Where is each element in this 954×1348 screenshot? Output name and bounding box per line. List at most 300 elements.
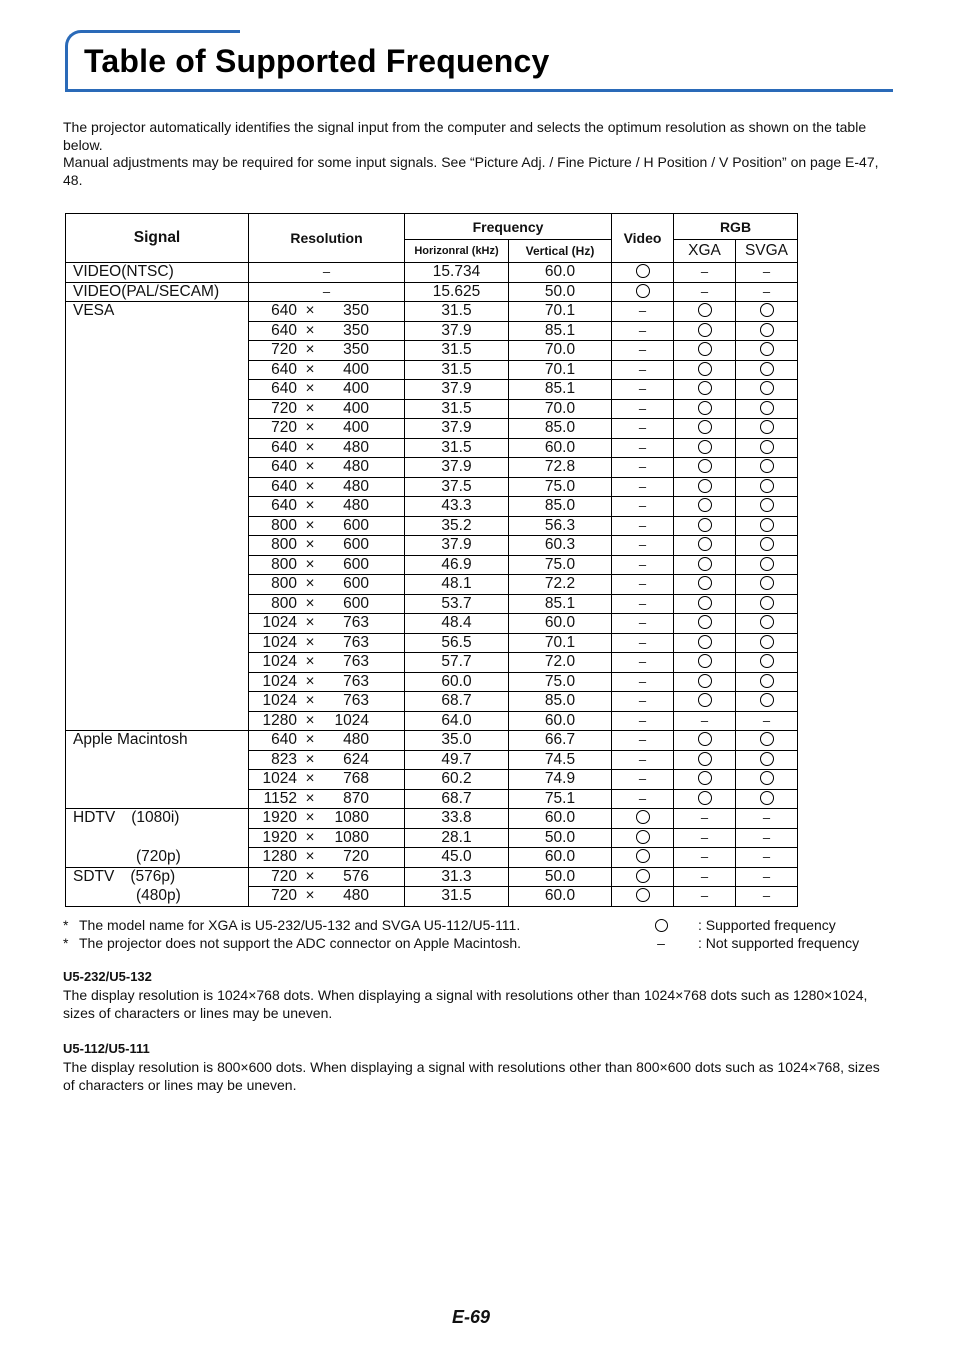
supported-circle-icon [698, 791, 712, 805]
horizontal-frequency: 37.9 [405, 321, 509, 341]
header-signal: Signal [66, 214, 249, 263]
table-row [66, 672, 798, 692]
vertical-frequency: 60.0 [509, 614, 612, 634]
signal-cell [66, 419, 249, 439]
frequency-table [65, 213, 798, 907]
signal-cell [66, 653, 249, 673]
vertical-frequency: 56.3 [509, 516, 612, 536]
not-supported-dash: – [700, 283, 709, 299]
resolution-cell [249, 477, 405, 497]
svga-support [736, 477, 798, 497]
resolution-height: 763 [343, 614, 369, 632]
times-symbol: × [305, 497, 315, 515]
not-supported-dash: – [700, 868, 709, 884]
video-support [612, 594, 674, 614]
not-supported-dash: – [638, 556, 647, 572]
supported-circle-icon [760, 557, 774, 571]
not-supported-dash: – [638, 595, 647, 611]
resolution-cell [249, 887, 405, 907]
supported-circle-icon [760, 362, 774, 376]
svga-support [736, 458, 798, 478]
supported-circle-icon [760, 381, 774, 395]
video-support [612, 341, 674, 361]
vertical-frequency: 70.1 [509, 360, 612, 380]
supported-circle-icon [698, 459, 712, 473]
times-symbol: × [305, 828, 315, 846]
header-vertical: Vertical (Hz) [509, 240, 612, 263]
supported-circle-icon [760, 576, 774, 590]
signal-cell [66, 302, 249, 322]
supported-circle-icon [636, 849, 650, 863]
resolution-cell [249, 360, 405, 380]
resolution-cell [249, 692, 405, 712]
resolution-width: 640 [271, 458, 297, 476]
supported-circle-icon [698, 635, 712, 649]
video-support [612, 438, 674, 458]
resolution-height: 400 [343, 360, 369, 378]
table-row [66, 848, 798, 868]
vertical-frequency: 60.0 [509, 438, 612, 458]
xga-support [674, 692, 736, 712]
legend-circle-icon [653, 916, 669, 934]
svga-support [736, 711, 798, 731]
resolution-height: 480 [343, 438, 369, 456]
model-section-svga [63, 1040, 895, 1094]
horizontal-frequency: 49.7 [405, 750, 509, 770]
not-supported-dash: – [638, 322, 647, 338]
resolution-width: 720 [271, 887, 297, 905]
resolution-height: 1024 [334, 711, 369, 729]
video-support [612, 653, 674, 673]
resolution-width: 720 [271, 867, 297, 885]
table-row [66, 399, 798, 419]
supported-circle-icon [760, 459, 774, 473]
svga-support [736, 438, 798, 458]
signal-cell [66, 750, 249, 770]
svga-support [736, 497, 798, 517]
xga-support [674, 848, 736, 868]
video-support [612, 263, 674, 283]
times-symbol: × [305, 555, 315, 573]
times-symbol: × [305, 692, 315, 710]
resolution-width: 720 [271, 341, 297, 359]
table-row [66, 458, 798, 478]
table-row [66, 555, 798, 575]
signal-cell [66, 848, 249, 868]
model-heading: U5-112/U5-111 [63, 1041, 150, 1056]
table-row [66, 302, 798, 322]
resolution-height: 720 [343, 848, 369, 866]
supported-circle-icon [760, 693, 774, 707]
horizontal-frequency: 37.9 [405, 536, 509, 556]
times-symbol: × [305, 360, 315, 378]
horizontal-frequency: 45.0 [405, 848, 509, 868]
horizontal-frequency: 48.1 [405, 575, 509, 595]
not-supported-dash: – [638, 732, 647, 748]
vertical-frequency: 85.1 [509, 321, 612, 341]
supported-circle-icon [698, 654, 712, 668]
vertical-frequency: 70.1 [509, 302, 612, 322]
video-support [612, 809, 674, 829]
horizontal-frequency: 15.734 [405, 263, 509, 283]
not-supported-dash: – [638, 361, 647, 377]
supported-circle-icon [760, 752, 774, 766]
horizontal-frequency: 68.7 [405, 789, 509, 809]
video-support [612, 282, 674, 302]
vertical-frequency: 70.0 [509, 341, 612, 361]
horizontal-frequency: 60.2 [405, 770, 509, 790]
vertical-frequency: 85.0 [509, 497, 612, 517]
xga-support [674, 653, 736, 673]
xga-support [674, 360, 736, 380]
resolution-width: 640 [271, 321, 297, 339]
video-support [612, 575, 674, 595]
header-svga: SVGA [736, 240, 798, 263]
resolution-height: 763 [343, 692, 369, 710]
supported-circle-icon [698, 479, 712, 493]
supported-circle-icon [698, 420, 712, 434]
resolution-width: 1920 [262, 828, 297, 846]
resolution-cell [249, 341, 405, 361]
resolution-width: 1024 [262, 633, 297, 651]
supported-circle-icon [698, 732, 712, 746]
vertical-frequency: 75.1 [509, 789, 612, 809]
supported-circle-icon [760, 732, 774, 746]
note-model-names: The model name for XGA is U5-232/U5-132 and SVGA U5-112/U5-111. [79, 917, 521, 933]
supported-circle-icon [698, 518, 712, 532]
not-supported-dash: – [762, 888, 771, 904]
not-supported-dash: – [638, 693, 647, 709]
video-support [612, 731, 674, 751]
resolution-width: 1152 [263, 789, 297, 807]
not-supported-dash: – [762, 829, 771, 845]
resolution-cell [249, 633, 405, 653]
horizontal-frequency: 15.625 [405, 282, 509, 302]
xga-support [674, 555, 736, 575]
supported-circle-icon [636, 888, 650, 902]
header-xga: XGA [674, 240, 736, 263]
table-row [66, 438, 798, 458]
resolution-height: 600 [343, 516, 369, 534]
table-row [66, 516, 798, 536]
vertical-frequency: 60.0 [509, 809, 612, 829]
horizontal-frequency: 48.4 [405, 614, 509, 634]
times-symbol: × [305, 848, 315, 866]
horizontal-frequency: 46.9 [405, 555, 509, 575]
horizontal-frequency: 68.7 [405, 692, 509, 712]
horizontal-frequency: 35.0 [405, 731, 509, 751]
svga-support [736, 341, 798, 361]
table-row [66, 653, 798, 673]
signal-cell [66, 711, 249, 731]
not-supported-dash: – [762, 264, 771, 280]
horizontal-frequency: 37.9 [405, 419, 509, 439]
times-symbol: × [305, 516, 315, 534]
xga-support [674, 380, 736, 400]
xga-support [674, 828, 736, 848]
times-symbol: × [305, 887, 315, 905]
xga-support [674, 750, 736, 770]
horizontal-frequency: 28.1 [405, 828, 509, 848]
table-row [66, 633, 798, 653]
svga-support [736, 360, 798, 380]
resolution-height: 350 [343, 341, 369, 359]
resolution-cell [249, 867, 405, 887]
signal-format: (1080i) [131, 809, 180, 826]
xga-support [674, 809, 736, 829]
times-symbol: × [305, 653, 315, 671]
svga-support [736, 536, 798, 556]
horizontal-frequency: 37.9 [405, 458, 509, 478]
xga-support [674, 263, 736, 283]
horizontal-frequency: 60.0 [405, 672, 509, 692]
resolution-height: 600 [343, 594, 369, 612]
supported-circle-icon [760, 323, 774, 337]
svga-support [736, 555, 798, 575]
vertical-frequency: 50.0 [509, 867, 612, 887]
svga-support [736, 887, 798, 907]
xga-support [674, 614, 736, 634]
svga-support [736, 575, 798, 595]
resolution-height: 768 [343, 770, 369, 788]
not-supported-dash: – [638, 303, 647, 319]
not-supported-dash: – [638, 615, 647, 631]
vertical-frequency: 60.0 [509, 887, 612, 907]
svga-support [736, 321, 798, 341]
not-supported-dash: – [638, 537, 647, 553]
supported-circle-icon [760, 791, 774, 805]
signal-cell [66, 867, 249, 887]
horizontal-frequency: 43.3 [405, 497, 509, 517]
svga-support [736, 750, 798, 770]
times-symbol: × [305, 458, 315, 476]
video-support [612, 750, 674, 770]
not-supported-dash: – [762, 849, 771, 865]
table-row [66, 809, 798, 829]
svga-support [736, 263, 798, 283]
table-row [66, 594, 798, 614]
supported-circle-icon [760, 303, 774, 317]
notes [63, 916, 903, 952]
header-video: Video [612, 214, 674, 263]
resolution-height: 480 [343, 497, 369, 515]
video-support [612, 770, 674, 790]
resolution-cell [249, 848, 405, 868]
vertical-frequency: 75.0 [509, 672, 612, 692]
xga-support [674, 887, 736, 907]
table-row [66, 789, 798, 809]
vertical-frequency: 72.2 [509, 575, 612, 595]
svga-support [736, 789, 798, 809]
times-symbol: × [305, 770, 315, 788]
supported-circle-icon [698, 362, 712, 376]
supported-circle-icon [698, 615, 712, 629]
supported-circle-icon [760, 440, 774, 454]
table-row [66, 419, 798, 439]
horizontal-frequency: 64.0 [405, 711, 509, 731]
resolution-cell [249, 536, 405, 556]
vertical-frequency: 60.0 [509, 848, 612, 868]
vertical-frequency: 85.0 [509, 692, 612, 712]
resolution-height: 576 [343, 867, 369, 885]
supported-circle-icon [698, 440, 712, 454]
resolution-height: 350 [343, 302, 369, 320]
supported-circle-icon [636, 284, 650, 298]
note-asterisk: * [63, 935, 69, 951]
horizontal-frequency: 31.5 [405, 438, 509, 458]
resolution-width: 800 [271, 516, 297, 534]
signal-cell [66, 263, 249, 283]
legend-not-supported: : Not supported frequency [698, 935, 860, 951]
supported-circle-icon [760, 420, 774, 434]
horizontal-frequency: 31.5 [405, 302, 509, 322]
times-symbol: × [305, 536, 315, 554]
horizontal-frequency: 33.8 [405, 809, 509, 829]
times-symbol: × [305, 341, 315, 359]
not-supported-dash: – [762, 283, 771, 299]
signal-cell [66, 633, 249, 653]
xga-support [674, 731, 736, 751]
resolution-width: 800 [271, 555, 297, 573]
signal-cell [66, 692, 249, 712]
xga-support [674, 302, 736, 322]
signal-name: VIDEO(PAL/SECAM) [73, 282, 220, 300]
header-frequency: Frequency [405, 214, 612, 240]
xga-support [674, 282, 736, 302]
video-support [612, 477, 674, 497]
supported-circle-icon [698, 381, 712, 395]
table-row [66, 380, 798, 400]
svga-support [736, 399, 798, 419]
horizontal-frequency: 56.5 [405, 633, 509, 653]
resolution-height: 480 [343, 458, 369, 476]
times-symbol: × [305, 711, 315, 729]
supported-circle-icon [760, 596, 774, 610]
times-symbol: × [305, 867, 315, 885]
signal-cell [66, 536, 249, 556]
xga-support [674, 497, 736, 517]
vertical-frequency: 85.1 [509, 380, 612, 400]
resolution-cell [249, 321, 405, 341]
not-supported-dash: – [638, 654, 647, 670]
video-support [612, 516, 674, 536]
resolution-cell [249, 419, 405, 439]
times-symbol: × [305, 438, 315, 456]
resolution-cell [249, 809, 405, 829]
vertical-frequency: 75.0 [509, 555, 612, 575]
table-row [66, 536, 798, 556]
times-symbol: × [305, 750, 315, 768]
resolution-height: 400 [343, 419, 369, 437]
note-adc: The projector does not support the ADC connector on Apple Macintosh. [79, 935, 522, 951]
signal-cell [66, 477, 249, 497]
title-frame-fade [240, 30, 900, 33]
horizontal-frequency: 31.5 [405, 360, 509, 380]
signal-cell [66, 555, 249, 575]
video-support [612, 458, 674, 478]
supported-circle-icon [760, 342, 774, 356]
resolution-height: 480 [343, 887, 369, 905]
not-supported-dash: – [700, 829, 709, 845]
resolution-cell [249, 594, 405, 614]
signal-cell [66, 828, 249, 848]
resolution-cell [249, 828, 405, 848]
xga-support [674, 867, 736, 887]
vertical-frequency: 74.9 [509, 770, 612, 790]
xga-support [674, 770, 736, 790]
video-support [612, 555, 674, 575]
signal-cell [66, 360, 249, 380]
xga-support [674, 575, 736, 595]
vertical-frequency: 85.1 [509, 594, 612, 614]
resolution-height: 600 [343, 575, 369, 593]
video-support [612, 497, 674, 517]
supported-circle-icon [760, 537, 774, 551]
times-symbol: × [305, 419, 315, 437]
times-symbol: × [305, 594, 315, 612]
signal-cell [66, 594, 249, 614]
signal-cell [66, 497, 249, 517]
times-symbol: × [305, 789, 315, 807]
signal-cell [66, 321, 249, 341]
xga-support [674, 594, 736, 614]
resolution-width: 1024 [262, 770, 297, 788]
video-support [612, 302, 674, 322]
resolution-height: 624 [343, 750, 369, 768]
legend-supported: : Supported frequency [698, 917, 836, 933]
xga-support [674, 672, 736, 692]
video-support [612, 399, 674, 419]
horizontal-frequency: 31.5 [405, 399, 509, 419]
resolution-cell [249, 614, 405, 634]
resolution-cell [249, 263, 405, 283]
signal-cell [66, 887, 249, 907]
resolution-height: 400 [343, 380, 369, 398]
times-symbol: × [305, 380, 315, 398]
table-row [66, 867, 798, 887]
resolution-cell [249, 458, 405, 478]
resolution-cell [249, 672, 405, 692]
signal-cell [66, 341, 249, 361]
resolution-cell [249, 516, 405, 536]
resolution-width: 1024 [262, 614, 297, 632]
resolution-width: 640 [271, 380, 297, 398]
signal-name: VESA [73, 302, 115, 319]
resolution-height: 400 [343, 399, 369, 417]
times-symbol: × [305, 399, 315, 417]
svga-support [736, 282, 798, 302]
not-supported-dash: – [638, 771, 647, 787]
supported-circle-icon [760, 674, 774, 688]
times-symbol: × [305, 633, 315, 651]
resolution-height: 480 [343, 731, 369, 749]
svga-support [736, 867, 798, 887]
resolution-width: 640 [271, 360, 297, 378]
signal-cell [66, 789, 249, 809]
times-symbol: × [305, 477, 315, 495]
signal-cell [66, 731, 249, 751]
not-supported-dash: – [762, 810, 771, 826]
resolution-width: 640 [271, 438, 297, 456]
resolution-cell [249, 789, 405, 809]
not-supported-dash: – [638, 790, 647, 806]
table-row [66, 750, 798, 770]
horizontal-frequency: 37.5 [405, 477, 509, 497]
resolution-width: 1024 [262, 692, 297, 710]
vertical-frequency: 50.0 [509, 828, 612, 848]
video-support [612, 867, 674, 887]
supported-circle-icon [698, 323, 712, 337]
